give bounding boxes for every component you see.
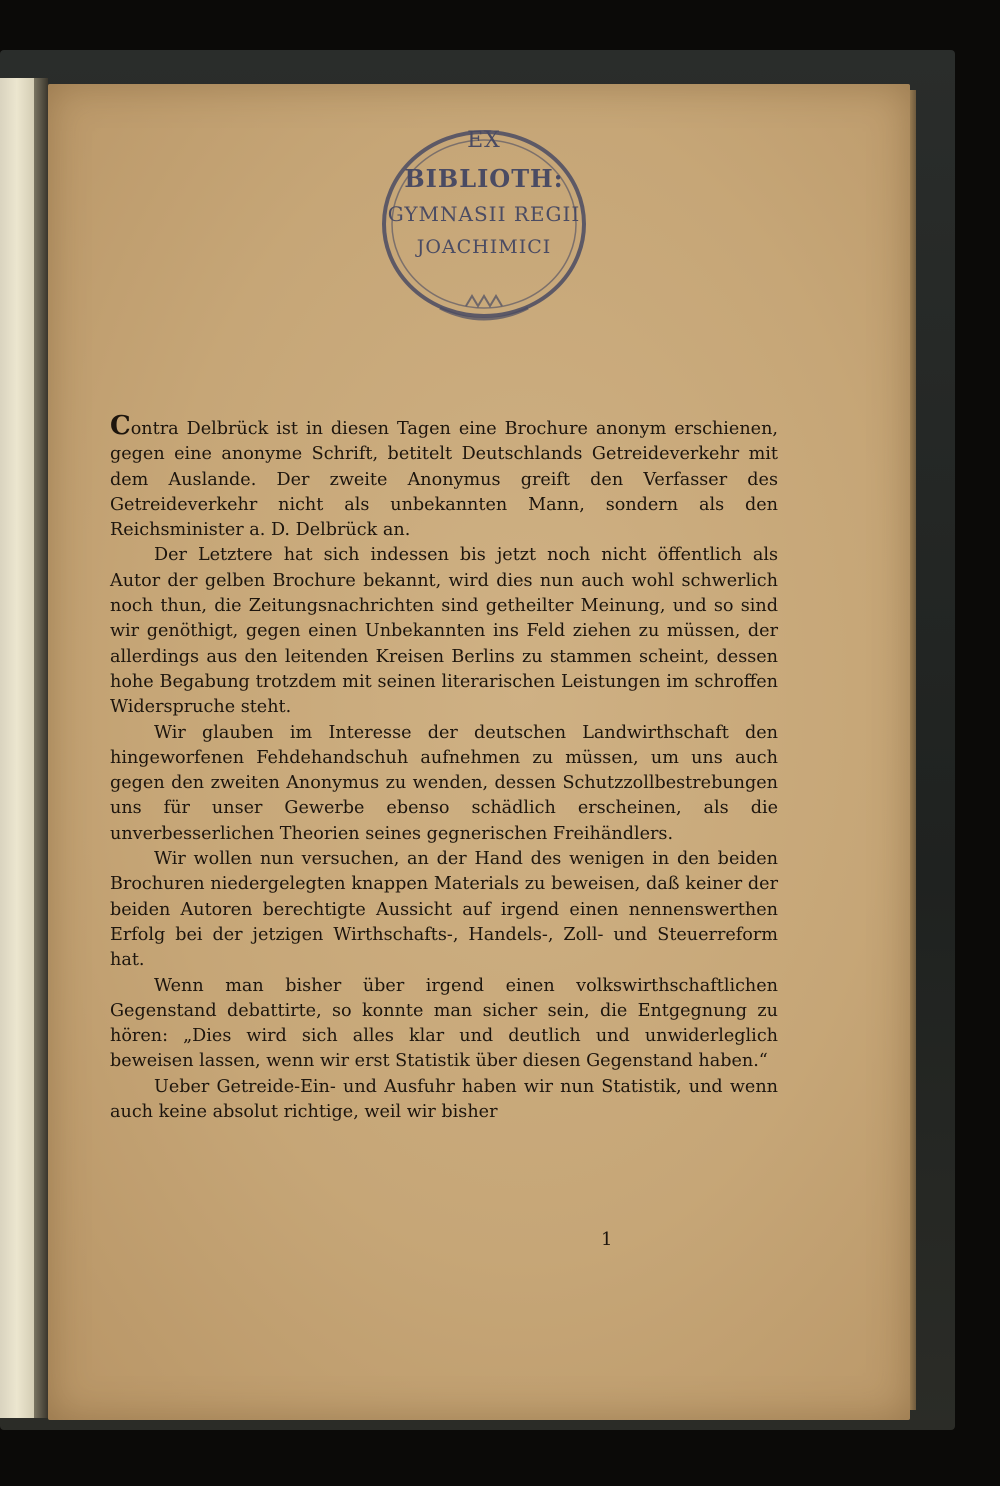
initial-letter: C [110,411,131,441]
paragraph-4: Wir wollen nun versuchen, an der Hand des wenigen in den beiden Brochuren niedergelegten knappen Materials zu beweisen, daß keiner der beiden Autoren berechtigte Aussicht auf irgend einen nennenswerthen Erfolg bei der jetzigen Wirthschafts-, Handels-, Zoll- und Steuerreform hat. [110,849,778,971]
page-number: 1 [601,1229,613,1250]
book-gutter [34,78,48,1418]
paragraph-2: Der Letztere hat sich indessen bis jetzt noch nicht öffentlich als Autor der gelben Brochure bekannt, wird dies nun auch wohl schwerlich noch thun, die Zeitungsnachrichten sind getheilter Meinung, und so sind wir genöthigt, gegen einen Unbekannten ins Feld ziehen zu müssen, der allerdings aus den leitenden Kreisen Berlins zu stammen scheint, dessen hohe Begabung trotzdem mit seinen literarischen Leistungen im schroffen Widerspruche steht. [110,545,778,718]
stamp-line-gymnasii: GYMNASII REGII [387,202,581,226]
stamp-line-biblioth: BIBLIOTH: [404,164,564,193]
page-body-text [110,411,778,1125]
paragraph-6: Ueber Getreide-Ein- und Ausfuhr haben wir nun Statistik, und wenn auch keine absolut richtige, weil wir bisher [110,1076,778,1123]
paragraph-1 [110,411,778,543]
paragraph-1-text: ontra Delbrück ist in diesen Tagen eine Brochure anonym erschienen, gegen eine anonyme Schrift, betitelt Deutschlands Getreideverkehr mit dem Auslande. Der zweite Anonymus greift den Verfasser des Getreideverkehr nicht als unbekannten Mann, sondern als den Reichsminister a. D. Delbrück an. [110,419,778,541]
paragraph-5: Wenn man bisher über irgend einen volkswirthschaftlichen Gegenstand debattirte, so konnte man sicher sein, die Entgegnung zu hören: „Dies wird sich alles klar und deutlich und unwiderleglich beweisen lassen, wenn wir erst Statistik über diesen Gegenstand haben.“ [110,975,778,1072]
stamp-line-joachimici: JOACHIMICI [416,236,552,258]
library-stamp [370,118,598,346]
paragraph-3: Wir glauben im Interesse der deutschen Landwirthschaft den hingeworfenen Fehdehandschuh aufnehmen zu müssen, um uns auch gegen den zweiten Anonymus zu wenden, dessen Schutzzollbestrebungen uns für unser Gewerbe ebenso schädlich erscheinen, als die unverbesserlichen Theorien seines gegnerischen Freihändlers. [110,722,778,844]
stamp-line-ex: EX [467,128,501,153]
